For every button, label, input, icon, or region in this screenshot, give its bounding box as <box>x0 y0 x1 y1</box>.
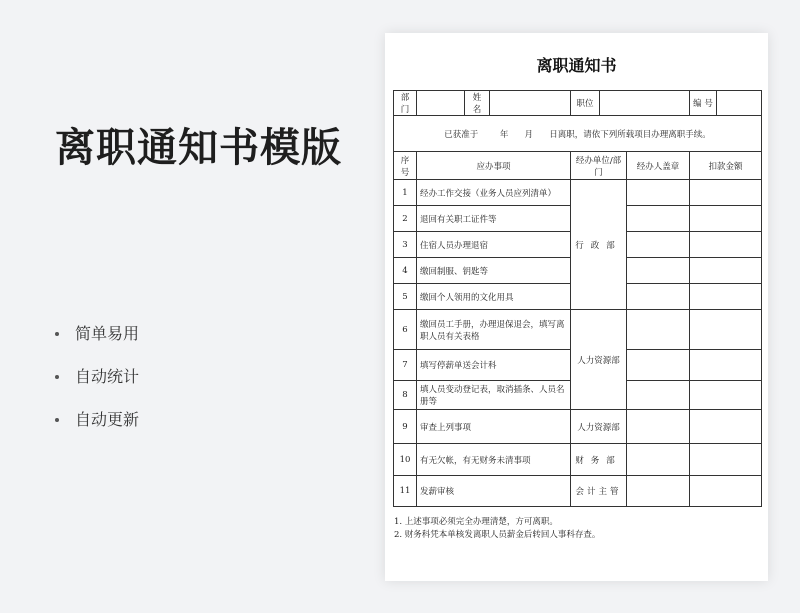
deduction-field[interactable] <box>690 258 762 284</box>
handler-field[interactable] <box>627 258 690 284</box>
document-title: 离职通知书 <box>536 56 617 75</box>
header-handler: 经办人盖章 <box>627 152 690 180</box>
feature-label: 自动统计 <box>75 366 140 386</box>
name-field[interactable] <box>490 91 571 116</box>
name-label: 姓 名 <box>465 91 490 116</box>
unit-hr-review: 人力资源部 <box>571 410 627 444</box>
dept-label: 部门 <box>394 91 417 116</box>
row-item: 发薪审核 <box>417 476 571 507</box>
deduction-field[interactable] <box>690 310 762 350</box>
handler-field[interactable] <box>627 180 690 206</box>
header-deduction: 扣款金额 <box>690 152 762 180</box>
row-item: 缴回制服、钥匙等 <box>417 258 571 284</box>
note-line: 2. 财务科凭本单核发离职人员薪金后转回人事科存查。 <box>394 530 601 540</box>
feature-label: 自动更新 <box>75 409 140 429</box>
handler-field[interactable] <box>627 206 690 232</box>
position-field[interactable] <box>600 91 690 116</box>
header-item: 应办事项 <box>417 152 571 180</box>
row-number: 7 <box>394 350 417 381</box>
deduction-field[interactable] <box>690 444 762 476</box>
row-item: 缴回员工手册，办理退保退会，填写离职人员有关表格 <box>417 310 571 350</box>
table-row <box>394 444 762 476</box>
deduction-field[interactable] <box>690 232 762 258</box>
unit-finance: 财务部 <box>571 444 627 476</box>
note-line: 1. 上述事项必须完全办理清楚，方可离职。 <box>394 517 558 527</box>
unit-admin: 行政部 <box>571 180 627 310</box>
bullet-icon <box>55 375 59 379</box>
handler-field[interactable] <box>627 232 690 258</box>
deduction-field[interactable] <box>690 350 762 381</box>
row-item: 住宿人员办理退宿 <box>417 232 571 258</box>
handler-field[interactable] <box>627 410 690 444</box>
row-item: 填写停薪单送会计科 <box>417 350 571 381</box>
table-row <box>394 180 762 206</box>
row-item: 缴回个人领用的文化用具 <box>417 284 571 310</box>
approval-row <box>394 116 762 152</box>
row-number: 6 <box>394 310 417 350</box>
header-row <box>394 152 762 180</box>
deduction-field[interactable] <box>690 476 762 507</box>
position-label: 职位 <box>571 91 600 116</box>
deduction-field[interactable] <box>690 381 762 410</box>
handler-field[interactable] <box>627 476 690 507</box>
header-seq: 序号 <box>394 152 417 180</box>
row-item: 有无欠帐，有无财务未清事项 <box>417 444 571 476</box>
handler-field[interactable] <box>627 310 690 350</box>
feature-list <box>55 312 139 441</box>
row-number: 5 <box>394 284 417 310</box>
feature-label: 简单易用 <box>75 323 140 343</box>
deduction-field[interactable] <box>690 410 762 444</box>
handler-field[interactable] <box>627 444 690 476</box>
feature-item <box>55 355 139 398</box>
document-sheet <box>385 33 768 581</box>
deduction-field[interactable] <box>690 180 762 206</box>
number-field[interactable] <box>717 91 762 116</box>
deduction-field[interactable] <box>690 206 762 232</box>
handler-field[interactable] <box>627 284 690 310</box>
approval-text: 已获准于 年 月 日离职，请依下列所载项目办理离职手续。 <box>394 116 762 152</box>
notes <box>394 516 600 542</box>
table-row <box>394 410 762 444</box>
row-item: 审查上列事项 <box>417 410 571 444</box>
row-number: 1 <box>394 180 417 206</box>
row-number: 8 <box>394 381 417 410</box>
resignation-form-table <box>393 90 762 507</box>
handler-field[interactable] <box>627 350 690 381</box>
handler-field[interactable] <box>627 381 690 410</box>
number-label: 编 号 <box>690 91 717 116</box>
unit-accounting: 会计主管 <box>571 476 627 507</box>
row-number: 9 <box>394 410 417 444</box>
table-row <box>394 310 762 350</box>
feature-item <box>55 398 139 441</box>
row-item: 填人员变动登记表，取消插条、人员名册等 <box>417 381 571 410</box>
feature-item <box>55 312 139 355</box>
unit-hr: 人力资源部 <box>571 310 627 410</box>
table-row <box>394 476 762 507</box>
page-title: 离职通知书模版 <box>55 125 342 171</box>
bullet-icon <box>55 418 59 422</box>
row-number: 3 <box>394 232 417 258</box>
row-item: 经办工作交接（业务人员应列清单） <box>417 180 571 206</box>
row-item: 退回有关职工证件等 <box>417 206 571 232</box>
info-row <box>394 91 762 116</box>
bullet-icon <box>55 332 59 336</box>
row-number: 4 <box>394 258 417 284</box>
row-number: 11 <box>394 476 417 507</box>
header-unit: 经办单位/部门 <box>571 152 627 180</box>
row-number: 10 <box>394 444 417 476</box>
dept-field[interactable] <box>417 91 465 116</box>
row-number: 2 <box>394 206 417 232</box>
deduction-field[interactable] <box>690 284 762 310</box>
